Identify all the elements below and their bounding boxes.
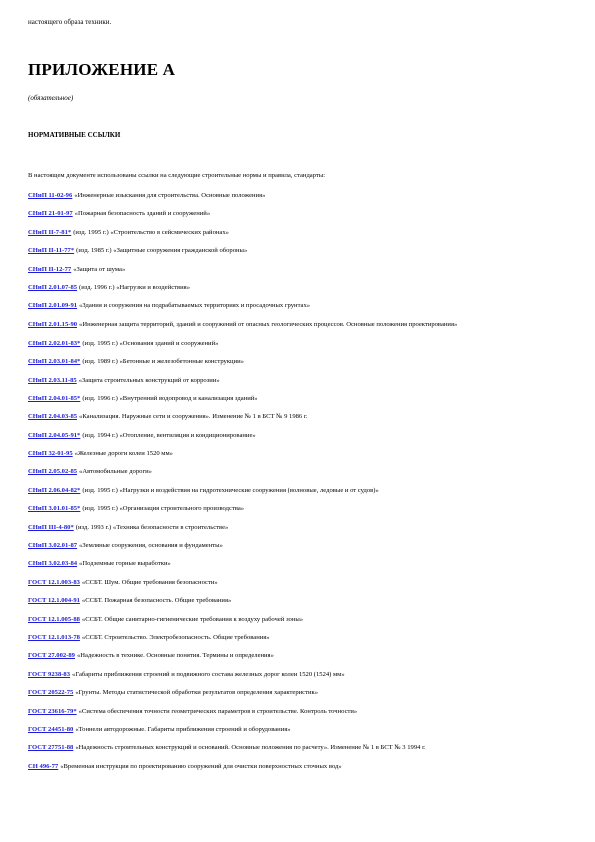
reference-link[interactable]: СНиП 32-01-95: [28, 450, 73, 458]
reference-link[interactable]: СНиП 11-02-96: [28, 192, 73, 199]
reference-item: [28, 541, 573, 551]
reference-item: [28, 301, 573, 311]
reference-link[interactable]: СН 496-77: [28, 762, 59, 770]
reference-link[interactable]: СНиП 2.04.03-85: [28, 413, 78, 421]
reference-title: «Инженерная защита территорий, зданий и сооружений от опасных геологических процессов. Основные положения проектирования»: [79, 320, 458, 328]
reference-title: «Надежность в технике. Основные понятия. Термины и определения»: [76, 652, 274, 660]
reference-link[interactable]: СНиП 3.02.01-87: [28, 542, 78, 550]
reference-title: (изд. 1995 г.) «Строительство в сейсмических районах»: [73, 228, 229, 236]
reference-link[interactable]: СНиП II-7-81*: [28, 228, 72, 236]
reference-item: [28, 339, 573, 349]
reference-item: [28, 633, 573, 643]
reference-link[interactable]: ГОСТ 12.1.004-91: [28, 597, 80, 605]
reference-title: (изд. 1995 г.) «Основания зданий и сооружений»: [82, 339, 219, 347]
reference-item: [28, 743, 573, 753]
reference-item: [28, 725, 573, 735]
reference-title: «ССБТ. Пожарная безопасность. Общие требования»: [81, 597, 232, 605]
reference-item: [28, 320, 573, 330]
reference-item: [28, 596, 573, 606]
reference-title: «Инженерные изыскания для строительства. Основные положения»: [74, 192, 266, 199]
reference-title: (изд. 1995 г.) «Организация строительного производства»: [82, 505, 245, 513]
reference-title: (изд. 1994 г.) «Отопление, вентиляция и кондиционирование»: [82, 431, 256, 439]
reference-title: «ССБТ. Общие санитарно-гигиенические требования к воздуху рабочей зоны»: [81, 615, 304, 623]
reference-link[interactable]: ГОСТ 24451-80: [28, 725, 74, 733]
reference-item: [28, 412, 573, 422]
reference-title: «Подземные горные выработки»: [79, 560, 171, 568]
reference-link[interactable]: ГОСТ 12.1.005-88: [28, 615, 80, 623]
reference-title: (изд. 1989 г.) «Бетонные и железобетонные конструкции»: [82, 358, 244, 366]
reference-title: «Грунты. Методы статистической обработки результатов определения характеристик»: [75, 689, 319, 697]
reference-title: (изд. 1985 г.) «Защитные сооружения гражданской обороны»: [76, 247, 248, 255]
reference-list: [28, 191, 573, 780]
appendix-subtitle: (обязательное): [28, 94, 74, 102]
reference-title: (изд. 1995 г.) «Нагрузки и воздействия на гидротехнические сооружения (волновые, ледовые и от судов)»: [82, 486, 379, 494]
reference-link[interactable]: СНиП 2.01.07-85: [28, 283, 78, 291]
reference-item: [28, 578, 573, 588]
reference-title: «Канализация. Наружные сети и сооружения». Изменение № 1 в БСТ № 9 1986 г.: [79, 413, 308, 421]
reference-link[interactable]: СНиП 2.03.01-84*: [28, 358, 81, 366]
top-note: настоящего образа техники.: [28, 18, 112, 26]
reference-title: «Система обеспечения точности геометрических параметров в строительстве. Контроль точности»: [78, 707, 358, 715]
reference-link[interactable]: ГОСТ 12.1.013-78: [28, 633, 80, 641]
reference-title: «Тоннели автодорожные. Габариты приближения строений и оборудования»: [75, 725, 291, 733]
reference-title: (изд. 1993 г.) «Техника безопасности в строительстве»: [75, 523, 229, 531]
reference-title: «Защита от шума»: [73, 265, 126, 273]
reference-link[interactable]: СНиП 2.06.04-82*: [28, 486, 81, 494]
reference-link[interactable]: СНиП II-11-77*: [28, 247, 75, 255]
reference-link[interactable]: СНиП 2.05.02-85: [28, 468, 78, 476]
reference-title: (изд. 1996 г.) «Нагрузки и воздействия»: [79, 283, 190, 291]
reference-item: [28, 504, 573, 514]
reference-item: [28, 357, 573, 367]
reference-item: [28, 449, 573, 459]
reference-item: [28, 670, 573, 680]
reference-item: [28, 209, 573, 219]
reference-item: [28, 688, 573, 698]
section-title: НОРМАТИВНЫЕ ССЫЛКИ: [28, 131, 121, 139]
reference-link[interactable]: СНиП 3.02.03-84: [28, 560, 78, 568]
reference-title: «ССБТ. Строительство. Электробезопасность. Общие требования»: [81, 633, 270, 641]
reference-item: [28, 431, 573, 441]
reference-title: «Временная инструкция по проектированию сооружений для очистки поверхностных сточных вод»: [60, 762, 342, 770]
reference-link[interactable]: СНиП 2.03.11-85: [28, 376, 77, 384]
reference-item: [28, 283, 573, 293]
reference-item: [28, 191, 573, 201]
reference-link[interactable]: СНиП 2.01.09-91: [28, 302, 78, 310]
reference-item: [28, 762, 573, 772]
reference-link[interactable]: СНиП 3.01.01-85*: [28, 505, 81, 513]
reference-link[interactable]: СНиП III-4-80*: [28, 523, 74, 531]
reference-title: «Надежность строительных конструкций и оснований. Основные положения по расчету». Изменение № 1 в БСТ № 3 1994 г.: [75, 744, 426, 752]
intro-text: В настоящем документе использованы ссылки на следующие строительные нормы и правила, стандарты:: [28, 172, 326, 179]
reference-link[interactable]: ГОСТ 20522-75: [28, 689, 74, 697]
reference-link[interactable]: ГОСТ 27751-88: [28, 744, 74, 752]
reference-title: «Земляные сооружения, основания и фундаменты»: [79, 542, 223, 550]
reference-link[interactable]: ГОСТ 12.1.003-83: [28, 578, 80, 586]
reference-link[interactable]: ГОСТ 9238-83: [28, 670, 71, 678]
reference-link[interactable]: СНиП 2.04.05-91*: [28, 431, 81, 439]
reference-link[interactable]: ГОСТ 23616-79*: [28, 707, 77, 715]
reference-item: [28, 707, 573, 717]
reference-item: [28, 615, 573, 625]
reference-title: «ССБТ. Шум. Общие требования безопасности»: [81, 578, 218, 586]
reference-item: [28, 559, 573, 569]
reference-item: [28, 265, 573, 275]
reference-item: [28, 394, 573, 404]
reference-item: [28, 486, 573, 496]
reference-item: [28, 376, 573, 386]
reference-link[interactable]: СНиП 2.04.01-85*: [28, 394, 81, 402]
reference-title: «Здания и сооружения на подрабатываемых территориях и просадочных грунтах»: [79, 302, 311, 310]
reference-item: [28, 246, 573, 256]
reference-title: «Защита строительных конструкций от коррозии»: [78, 376, 220, 384]
reference-title: (изд. 1996 г.) «Внутренний водопровод и канализация зданий»: [82, 394, 258, 402]
reference-link[interactable]: СНиП 2.01.15-90: [28, 320, 78, 328]
reference-title: «Габариты приближения строений и подвижного состава железных дорог колеи 1520 (1524) мм»: [72, 670, 345, 678]
reference-title: «Автомобильные дороги»: [79, 468, 152, 476]
reference-title: «Железные дороги колеи 1520 мм»: [74, 450, 173, 458]
reference-item: [28, 523, 573, 533]
reference-link[interactable]: СНиП II-12-77: [28, 265, 72, 273]
reference-item: [28, 467, 573, 477]
reference-item: [28, 228, 573, 238]
reference-item: [28, 651, 573, 661]
reference-title: «Пожарная безопасность зданий и сооружений»: [74, 210, 211, 218]
appendix-title: ПРИЛОЖЕНИЕ А: [28, 60, 176, 79]
reference-link[interactable]: ГОСТ 27.002-89: [28, 652, 75, 660]
reference-link[interactable]: СНиП 2.02.01-83*: [28, 339, 81, 347]
reference-link[interactable]: СНиП 21-01-97: [28, 210, 73, 218]
